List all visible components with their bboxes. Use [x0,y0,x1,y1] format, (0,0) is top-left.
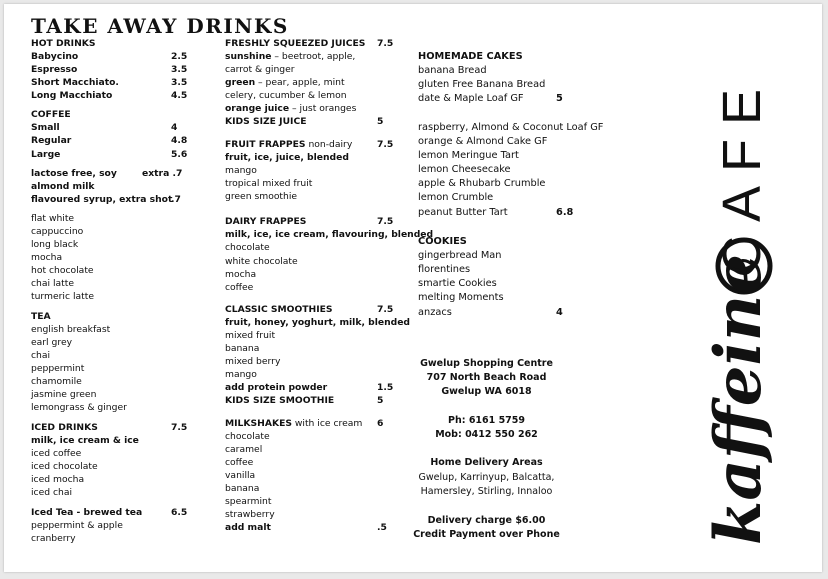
col1-item-label: turmeric latte [31,291,94,302]
col2-item [225,282,253,294]
col1-item-label: Regular [31,135,72,146]
info-item [404,415,569,427]
col2-item-label: chocolate [225,242,270,253]
col3-item-label: raspberry, Almond & Coconut Loaf GF [418,122,604,133]
kaffeine-script: kaffeine [701,253,776,545]
col3-item-label: lemon Cheesecake [418,164,511,175]
col1-item-price: 4 [171,122,178,133]
col1-item-label: english breakfast [31,324,111,335]
col2-item [225,483,259,495]
col3-item [418,164,511,176]
col2-item-label: KIDS SIZE JUICE [225,116,307,127]
col3-item-label: florentines [418,264,471,275]
info-item-label: Hamersley, Stirling, Innaloo [420,486,553,497]
col2-item-label: FRESHLY SQUEEZED JUICES [225,38,366,49]
col2-item [225,522,271,534]
col1-item-price: .7 [171,194,181,205]
col3-item [418,307,452,319]
col2-item-price: 7.5 [377,139,394,150]
col2-item [225,356,280,368]
col1-item-label: COFFEE [31,109,71,120]
col2-item-note: non-dairy [305,139,353,150]
col2-item [225,229,433,241]
col3-item [418,236,467,248]
col2-item-label: mango [225,165,257,176]
col3-item-label: apple & Rhubarb Crumble [418,178,546,189]
col2-item-label: milk, ice, ice cream, flavouring, blended [225,229,434,240]
col2-item-label: strawberry [225,509,275,520]
col3-item-label: melting Moments [418,292,504,303]
col2-item-label: green smoothie [225,191,298,202]
col1-item-price: 6.5 [171,507,188,518]
col1-item [31,51,78,63]
col1-item [31,533,76,545]
col1-item [31,90,112,102]
col2-item-label: orange juice [225,103,290,114]
col1-item [31,448,81,460]
col2-item-label: fruit, ice, juice, blended [225,152,349,163]
col1-item [31,252,62,264]
col3-item-label: anzacs [418,307,452,318]
col3-item [418,65,487,77]
col3-item-label: peanut Butter Tart [418,207,508,218]
col1-item [31,402,127,414]
col1-item-price: extra .7 [142,168,183,179]
col1-item-label: earl grey [31,337,73,348]
info-item-label: Delivery charge $6.00 [427,515,546,526]
col2-item [225,116,306,128]
kaffeine-cafe-logo [672,30,802,550]
col2-item-label: spearmint [225,496,272,507]
col1-item [31,422,98,434]
col1-item [31,149,60,161]
col2-item-price: 5 [377,116,384,127]
col2-item [225,330,275,342]
col1-item [31,507,142,519]
menu-title: TAKE AWAY DRINKS [31,14,289,38]
col1-item [31,135,71,147]
col1-item-label: mocha [31,252,63,263]
col1-item [31,239,78,251]
col1-item [31,181,95,193]
info-item [404,472,569,484]
info-item-label: Gwelup Shopping Centre [420,358,553,369]
col3-item-label: smartie Cookies [418,278,497,289]
col2-item-price: 7.5 [377,304,394,315]
col1-item-label: HOT DRINKS [31,38,96,49]
col2-item [225,152,349,164]
col2-item [225,343,259,355]
col2-item [225,496,271,508]
col1-item-label: TEA [31,311,51,322]
col1-item [31,194,172,206]
col2-item [225,395,334,407]
col2-item-label: MILKSHAKES [225,418,292,429]
col2-item [225,38,365,50]
col1-item [31,278,74,290]
info-item-label: Ph: 6161 5759 [447,415,526,426]
info-item-label: 707 North Beach Road [426,372,547,383]
col1-item [31,337,72,349]
col2-item [225,256,298,268]
col1-item [31,77,119,89]
col1-item [31,213,74,225]
col2-item [225,269,256,281]
col1-item-label: Babycino [31,51,79,62]
col1-item-label: hot chocolate [31,265,94,276]
col1-item [31,376,82,388]
col1-item-label: iced coffee [31,448,82,459]
col1-item-label: flat white [31,213,75,224]
col1-item [31,487,72,499]
col3-item-price: 4 [556,307,563,318]
col1-item-label: Small [31,122,60,133]
col3-item-label: gluten Free Banana Bread [418,79,546,90]
col1-item-label: iced chai [31,487,73,498]
col2-item [225,216,306,228]
cafe-word: CAFE [712,74,772,275]
col2-item [225,77,345,89]
info-item-label: Gwelup WA 6018 [441,386,532,397]
col1-item-label: Iced Tea - brewed tea [31,507,143,518]
col2-item [225,444,262,456]
col2-item [225,457,253,469]
col1-item-price: 3.5 [171,77,188,88]
col2-item-label: tropical mixed fruit [225,178,313,189]
col2-item-label: green [225,77,256,88]
col1-item-label: chai [31,350,51,361]
col2-item-note: – just oranges [289,103,357,114]
col2-item-note: with ice cream [291,418,363,429]
col3-item [418,93,524,105]
col3-item-label: date & Maple Loaf GF [418,93,524,104]
col1-item-label: long black [31,239,79,250]
col2-item [225,51,355,63]
col3-item-label: lemon Meringue Tart [418,150,519,161]
col2-item-price: .5 [377,522,387,533]
col3-item-label: COOKIES [418,236,467,247]
col1-item-label: chai latte [31,278,75,289]
col1-item-label: Espresso [31,64,78,75]
col2-item-label: mocha [225,269,257,280]
col2-item-label: mixed berry [225,356,281,367]
col1-item [31,461,98,473]
col1-item-label: lemongrass & ginger [31,402,127,413]
col3-item-label: orange & Almond Cake GF [418,136,548,147]
col3-item [418,178,545,190]
col3-item-label: gingerbread Man [418,250,502,261]
col1-item-label: almond milk [31,181,95,192]
col2-item-note: – beetroot, apple, [271,51,356,62]
col2-item-label: banana [225,483,260,494]
col1-item-price: 4.5 [171,90,188,101]
col1-item-label: lactose free, soy [31,168,117,179]
col1-item [31,389,96,401]
info-item [404,457,569,469]
info-item [404,529,569,541]
col1-item-price: 3.5 [171,64,188,75]
col1-item [31,474,84,486]
col2-item-label: FRUIT FRAPPES [225,139,306,150]
col1-item [31,38,96,50]
col1-item-label: iced mocha [31,474,85,485]
col2-item [225,509,275,521]
col3-item-label: HOMEMADE CAKES [418,51,523,62]
col1-item-label: chamomile [31,376,82,387]
col1-item [31,265,94,277]
col3-item [418,264,470,276]
info-item-label: Credit Payment over Phone [413,529,560,540]
col2-item-label: add malt [225,522,271,533]
col2-item-label: carrot & ginger [225,64,295,75]
info-item [404,358,569,370]
col3-item [418,292,504,304]
info-item-label: Mob: 0412 550 262 [435,429,538,440]
col2-item [225,242,270,254]
col2-item [225,304,333,316]
col2-item [225,470,255,482]
col2-item [225,317,410,329]
col2-item-label: chocolate [225,431,270,442]
col1-item [31,363,84,375]
col3-item [418,207,508,219]
col1-item-label: Long Macchiato [31,90,113,101]
col2-item-label: vanilla [225,470,256,481]
col1-item-label: Short Macchiato. [31,77,119,88]
col1-item-price: 7.5 [171,422,188,433]
col1-item-label: cranberry [31,533,76,544]
col2-item [225,165,257,177]
col1-item-label: Large [31,149,61,160]
col2-item-note: – pear, apple, mint [255,77,345,88]
col2-item-label: mango [225,369,257,380]
col1-item-price: 4.8 [171,135,188,146]
col1-item [31,226,83,238]
col1-item-price: 2.5 [171,51,188,62]
col2-item [225,103,356,115]
col2-item [225,90,347,102]
col3-item [418,51,523,63]
col2-item-label: caramel [225,444,263,455]
col1-item [31,64,77,76]
col1-item [31,122,60,134]
col2-item-label: mixed fruit [225,330,276,341]
col2-item-label: fruit, honey, yoghurt, milk, blended [225,317,411,328]
col2-item [225,64,295,76]
col3-item [418,278,497,290]
col1-item-label: iced chocolate [31,461,98,472]
col1-item-label: flavoured syrup, extra shot [31,194,173,205]
col1-item-price: 5.6 [171,149,188,160]
col1-item-label: jasmine green [31,389,97,400]
col2-item-label: banana [225,343,260,354]
col2-item-label: DAIRY FRAPPES [225,216,307,227]
col2-item-label: CLASSIC SMOOTHIES [225,304,333,315]
col2-item [225,369,257,381]
col1-item [31,435,139,447]
col2-item [225,191,297,203]
col1-item [31,520,123,532]
col3-item [418,250,501,262]
col2-item-label: white chocolate [225,256,298,267]
info-item [404,372,569,384]
col1-item [31,324,110,336]
col1-item [31,311,51,323]
col2-item [225,139,352,151]
col2-item-label: KIDS SIZE SMOOTHIE [225,395,335,406]
col2-item-label: celery, cucumber & lemon [225,90,347,101]
col2-item-price: 5 [377,395,384,406]
col2-item [225,178,312,190]
col1-item [31,291,94,303]
col2-item-price: 7.5 [377,38,394,49]
col1-item-label: cappuccino [31,226,84,237]
col3-item [418,150,519,162]
col2-item-label: sunshine [225,51,272,62]
col2-item-label: coffee [225,457,254,468]
col2-item [225,431,270,443]
info-item [404,515,569,527]
col2-item-price: 7.5 [377,216,394,227]
col2-item-label: add protein powder [225,382,328,393]
col2-item-price: 6 [377,418,384,429]
col1-item-label: milk, ice cream & ice [31,435,139,446]
col3-item [418,136,547,148]
col3-item [418,122,603,134]
col3-item-price: 6.8 [556,207,574,218]
info-item [404,486,569,498]
info-item [404,386,569,398]
col2-item-label: coffee [225,282,254,293]
col1-item [31,350,50,362]
col3-item [418,79,545,91]
info-item-label: Home Delivery Areas [430,457,543,468]
col3-item-label: lemon Crumble [418,192,494,203]
col3-item-label: banana Bread [418,65,487,76]
col3-item [418,192,493,204]
info-item [404,429,569,441]
col2-item [225,382,327,394]
col1-item [31,109,71,121]
col1-item-label: peppermint [31,363,85,374]
col3-item-price: 5 [556,93,563,104]
col1-item [31,168,117,180]
col2-item [225,418,362,430]
info-item-label: Gwelup, Karrinyup, Balcatta, [418,472,555,483]
col1-item-label: ICED DRINKS [31,422,98,433]
col2-item-price: 1.5 [377,382,394,393]
col1-item-label: peppermint & apple [31,520,123,531]
